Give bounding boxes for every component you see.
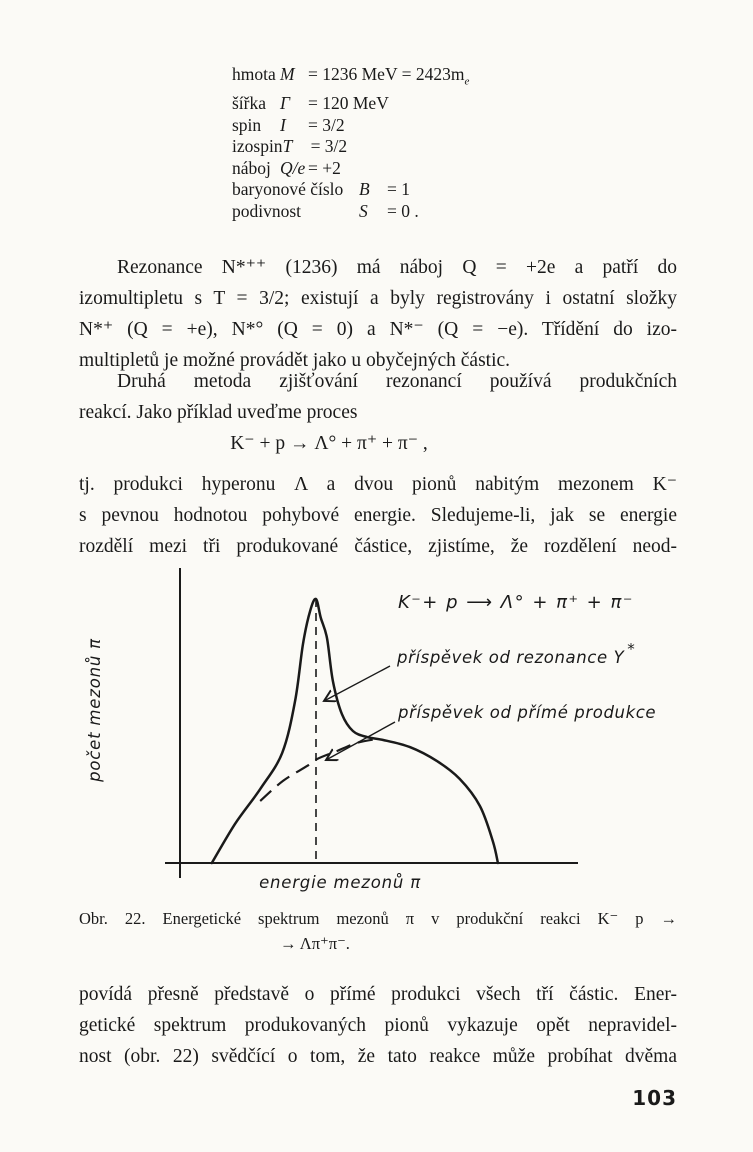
- figure-reaction-label: K⁻+ p ⟶ Λ° + π⁺ + π⁻: [398, 592, 634, 613]
- annotation-direct-label: příspěvek od přímé produkce: [398, 703, 657, 722]
- property-label: spin: [232, 114, 262, 135]
- property-symbol: I: [280, 114, 286, 135]
- property-value: = 3/2: [308, 114, 345, 135]
- figure-caption: [79, 906, 677, 956]
- page-number: 103: [632, 1086, 677, 1110]
- property-value: = 1236 MeV = $2423m_e$: [308, 64, 470, 88]
- text-line: Druhá metoda zjišťování rezonancí používá produkčních: [117, 371, 677, 392]
- figure-svg: [60, 560, 700, 905]
- property-symbol: B: [359, 179, 370, 199]
- paragraph-second-method: [79, 366, 677, 428]
- caption-line: → Λπ⁺π⁻.: [280, 934, 350, 953]
- text-line: tj. produkci hyperonu Λ a dvou pionů nabitým mezonem K⁻: [79, 474, 677, 495]
- text-line: reakcí. Jako příklad uveďme proces: [79, 402, 358, 423]
- text-line: povídá přesně představě o přímé produkci všech tří částic. Ener-: [79, 984, 677, 1005]
- property-label: izospin: [232, 136, 283, 156]
- text-line: nost (obr. 22) svědčící o tom, že tato reakce může probíhat dvěma: [79, 1046, 677, 1067]
- text-line: N*⁺ (Q = +e), N*° (Q = 0) a N*⁻ (Q = −e). Třídění do izo-: [79, 319, 677, 340]
- property-value: = 120 MeV: [308, 93, 389, 113]
- caption-line: Obr. 22. Energetické spektrum mezonů π v produkční reakci K⁻ p →: [79, 909, 677, 928]
- property-row-baryon-number: [232, 179, 469, 201]
- text-line: izomultipletu s T = 3/2; existují a byly registrovány i ostatní složky: [79, 288, 677, 309]
- property-row-strangeness: [232, 201, 469, 223]
- figure-22: [60, 560, 700, 905]
- property-value: = +2: [308, 157, 341, 178]
- x-axis-label: energie mezonů π: [259, 873, 421, 892]
- annotation-resonance-label: příspěvek od rezonance Y *: [397, 640, 636, 667]
- property-symbol: M: [280, 64, 295, 84]
- reaction-equation: K⁻ + p → Λ° + π⁺ + π⁻ ,: [230, 433, 428, 454]
- property-label: baryonové číslo: [232, 179, 344, 199]
- text-line: Rezonance N*⁺⁺ (1236) má náboj Q = +2e a patří do: [117, 257, 677, 278]
- paragraph-production: [79, 469, 677, 562]
- property-symbol: T: [282, 136, 293, 156]
- property-symbol: S: [359, 200, 368, 221]
- direct-production-curve: [260, 739, 377, 801]
- text-line: multipletů je možné provádět jako u obyčejných částic.: [79, 350, 511, 371]
- superscript-star: *: [627, 640, 636, 658]
- property-symbol: Γ: [280, 93, 290, 113]
- text-line: s pevnou hodnotou pohybové energie. Sledujeme-li, jak se energie: [79, 505, 677, 526]
- text-line: rozdělí mezi tři produkované částice, zjistíme, že rozdělení neod-: [79, 536, 677, 557]
- text-line: getické spektrum produkovaných pionů vykazuje opět nepravidel-: [79, 1015, 677, 1036]
- property-label: náboj: [232, 157, 271, 178]
- property-row-width: [232, 93, 469, 115]
- paragraph-resonance: [79, 252, 677, 376]
- paragraph-bottom: [79, 979, 677, 1072]
- property-label: hmota: [232, 64, 276, 84]
- y-axis-label: počet mezonů π: [85, 638, 104, 782]
- particle-properties-table: [232, 64, 469, 222]
- property-value: = 3/2: [310, 136, 348, 156]
- property-row-mass: [232, 64, 469, 93]
- property-row-spin: [232, 115, 469, 137]
- property-row-charge: [232, 158, 469, 180]
- subscript: e: [464, 75, 470, 88]
- property-label: podivnost: [232, 200, 302, 221]
- property-value: = 1: [387, 179, 410, 199]
- resonance-spectrum-curve: [212, 599, 498, 863]
- property-value: = 0 .: [387, 200, 419, 221]
- property-label: šířka: [232, 93, 267, 113]
- property-row-isospin: [232, 136, 469, 158]
- property-symbol: Q/e: [280, 157, 306, 178]
